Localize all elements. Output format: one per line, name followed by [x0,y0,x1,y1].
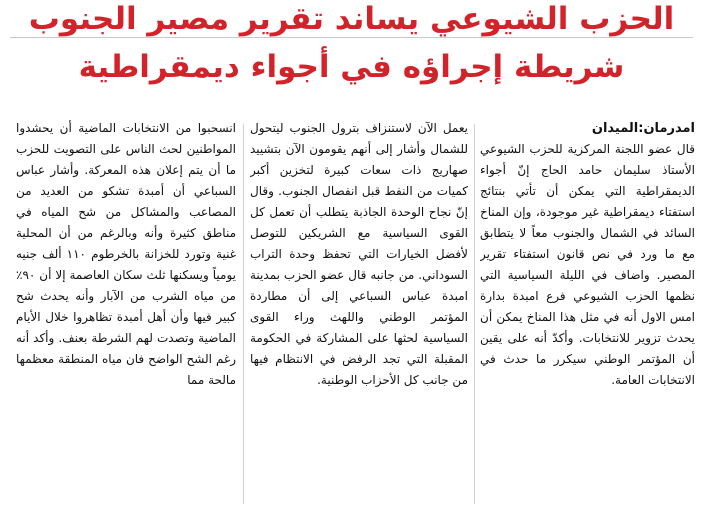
article-column-right [480,118,695,510]
article-dateline: امدرمان:الميدان [591,121,695,136]
headline-line-1: الحزب الشيوعي يساند تقرير مصير الجنوب [28,1,675,37]
headline-line-2: شريطة إجراؤه في أجواء ديمقراطية [78,49,625,85]
article-text-left: انسحبوا من الانتخابات الماضية أن يحشدوا المواطنين لحث الناس على التصويت للحزب ما أن يتم إعلان هذه المعركة. وأشار عباس السباعي أن أمبدة تشكو من العديد من المصاعب والمشاكل من شح المياه في مناطق كثيرة وأنه وبالرغم من أن المحلية غنية وتورد للخزانة بالخرطوم ١١٠ ألف جنيه يومياً ويسكنها ثلث سكان العاصمة إلا أن ٩٠٪ من مياه الشرب من الآبار وأنه يحدث شح كبير فيها وأن أهل أمبدة تظاهروا خلال الأيام الماضية وتصدت لهم الشرطة بعنف. وأكد أنه رغم الشح الواضح فان مياه المنطقة معظمها مالحة مما [16,121,236,387]
column-divider-left [243,124,244,504]
article-text-middle: يعمل الآن لاستنزاف بترول الجنوب ليتحول للشمال وأشار إلى أنهم يقومون الآن بتشييد صهاريج ذات سعات كبيرة لتخزين أكبر كميات من النفط قبل انفصال الجنوب. وقال إنّ نجاح الوحدة الجاذبة يتطلب أن تعمل كل القوى السياسية مع الشريكين للتوصل لأفضل الخيارات التي تحفظ وحدة التراب السوداني. من جانبه قال عضو الحزب بمدينة امبدة عباس السباعي إلى أن مطاردة المؤتمر الوطني واللهث وراء القوى السياسية لحثها على المشاركة في الحكومة المقبلة التي تجد الرفض في الانتظام فيها من جانب كل الأحزاب الوطنية. [250,121,468,387]
article-text-right: قال عضو اللجنة المركزية للحزب الشيوعي الأستاذ سليمان حامد الحاج إنّ أجواء الديمقراطية التي يمكن أن تأتي بنتائج استفتاء ديمقراطية غير موجودة، وإن المناخ السائد في الشمال والجنوب معاً لا يتطابق مع ما ورد في نص قانون استفتاء تقرير المصير. واضاف في الليلة السياسية التي نظمها الحزب الشيوعي فرع امبدة بدارة امس الاول أنه في مثل هذا المناخ يمكن أن يحدث تزوير للانتخابات. وأكدّ أنه على يقين أن المؤتمر الوطني سيكرر ما حدث في الانتخابات العامة. [480,142,695,387]
headline-divider [10,37,693,38]
column-divider-right [474,124,475,504]
article-column-middle [250,118,468,510]
article-column-left [16,118,236,510]
